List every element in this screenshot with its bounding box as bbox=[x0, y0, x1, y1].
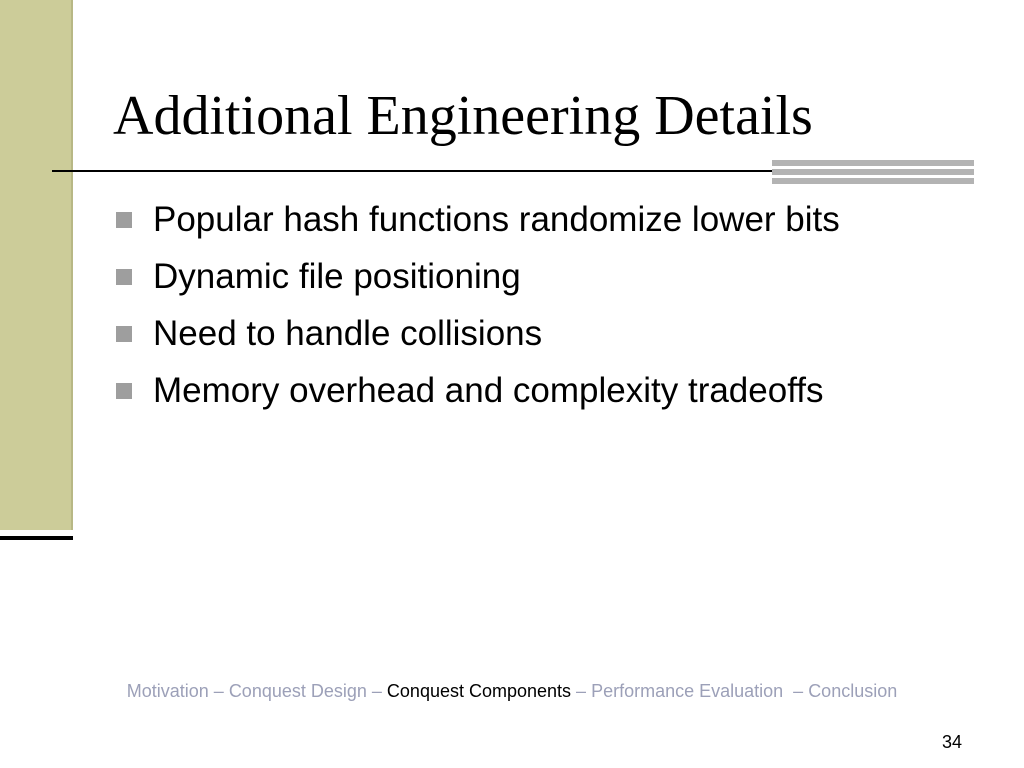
accent-stripe bbox=[772, 160, 974, 166]
title-accent-stripes bbox=[772, 160, 974, 184]
slide-number: 34 bbox=[941, 732, 962, 752]
breadcrumb-separator: – bbox=[783, 681, 809, 701]
accent-stripe bbox=[772, 178, 974, 184]
left-accent-bar-edge bbox=[71, 0, 73, 530]
square-bullet-icon bbox=[116, 269, 132, 285]
bullet-text: Memory overhead and complexity tradeoffs bbox=[153, 371, 824, 410]
breadcrumb-separator: – bbox=[366, 681, 387, 701]
section-breadcrumb bbox=[0, 681, 1024, 702]
bullet-text: Popular hash functions randomize lower bits bbox=[153, 200, 840, 239]
breadcrumb-motivation: Motivation bbox=[126, 681, 209, 701]
square-bullet-icon bbox=[116, 212, 132, 228]
left-accent-bar bbox=[0, 0, 73, 530]
breadcrumb-performance-evaluation: Performance Evaluation bbox=[591, 681, 784, 701]
breadcrumb-conclusion: Conclusion bbox=[808, 681, 898, 701]
breadcrumb-separator: – bbox=[208, 681, 229, 701]
breadcrumb-separator: – bbox=[571, 681, 592, 701]
accent-stripe bbox=[772, 169, 974, 175]
bullet-item bbox=[113, 305, 840, 362]
bullet-text: Dynamic file positioning bbox=[153, 257, 521, 296]
square-bullet-icon bbox=[116, 383, 132, 399]
left-accent-underline bbox=[0, 536, 73, 540]
breadcrumb-conquest-design: Conquest Design bbox=[228, 681, 367, 701]
breadcrumb-conquest-components-current: Conquest Components bbox=[386, 681, 572, 701]
bullet-list bbox=[113, 191, 840, 419]
bullet-item bbox=[113, 191, 840, 248]
slide-title: Additional Engineering Details bbox=[113, 85, 813, 147]
bullet-item bbox=[113, 362, 840, 419]
bullet-text: Need to handle collisions bbox=[153, 314, 543, 353]
square-bullet-icon bbox=[116, 326, 132, 342]
bullet-item bbox=[113, 248, 840, 305]
